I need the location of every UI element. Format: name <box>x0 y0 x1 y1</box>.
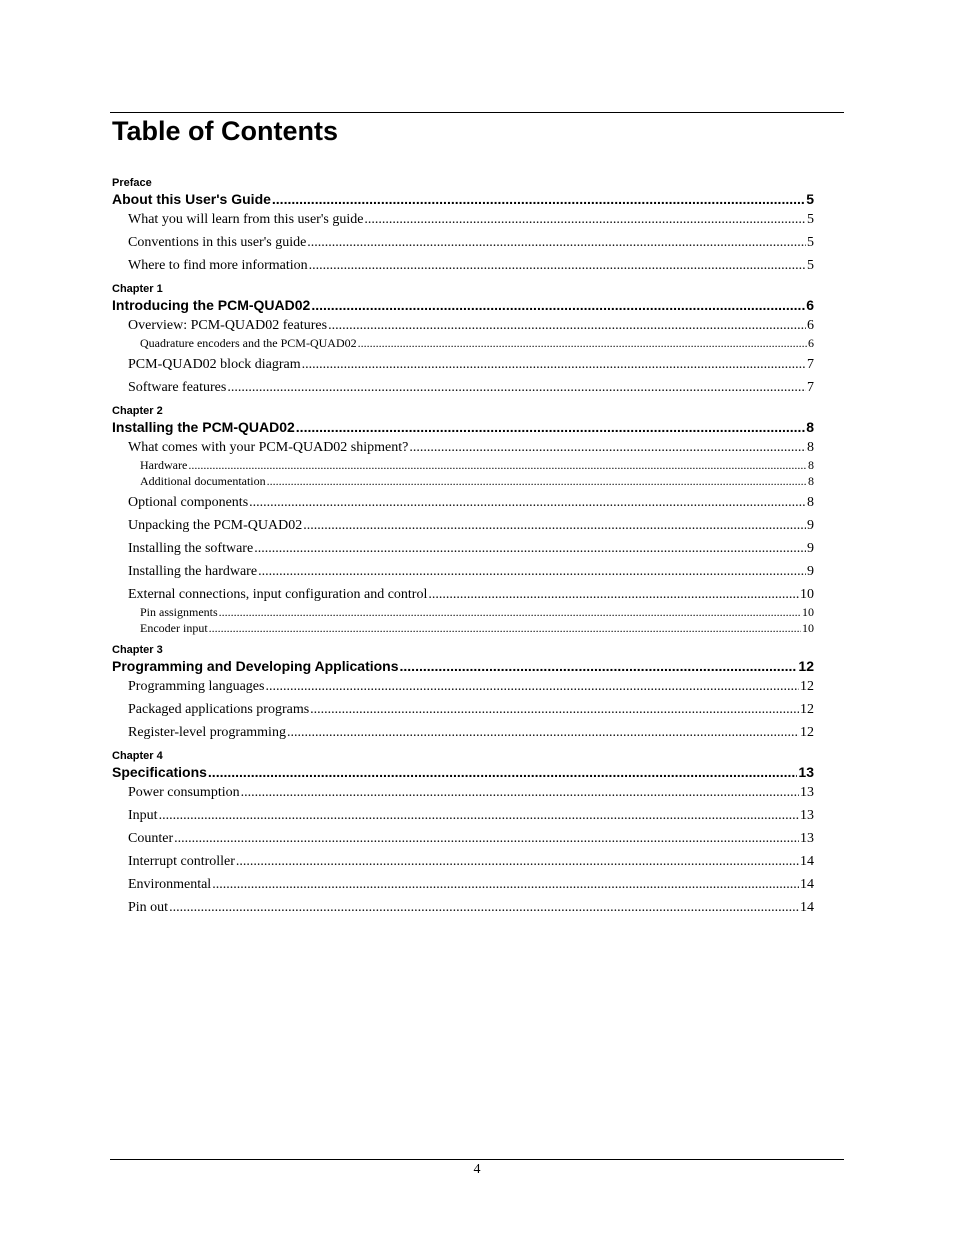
entry-page-number: 7 <box>807 357 814 372</box>
entry-title: Optional components <box>128 495 249 510</box>
entry-title: Input <box>128 808 158 823</box>
toc-section-entry[interactable] <box>112 876 814 894</box>
toc-subsection-entry[interactable] <box>112 336 814 351</box>
toc-chapter-heading[interactable] <box>112 763 814 781</box>
entry-title: Installing the software <box>128 541 254 556</box>
entry-page-number: 6 <box>807 318 814 333</box>
entry-page-number: 7 <box>807 380 814 395</box>
dot-leader <box>169 899 799 917</box>
toc-section-entry[interactable] <box>112 899 814 917</box>
top-rule <box>110 112 844 113</box>
entry-title: Hardware <box>140 458 188 472</box>
entry-page-number: 5 <box>807 212 814 227</box>
chapter-label: Chapter 2 <box>112 405 163 417</box>
dot-leader <box>309 257 806 275</box>
dot-leader <box>241 784 799 802</box>
entry-page-number: 12 <box>800 725 814 740</box>
entry-title: Additional documentation <box>140 474 266 488</box>
entry-page-number: 5 <box>807 258 814 273</box>
entry-page-number: 14 <box>800 877 814 892</box>
entry-title: Conventions in this user's guide <box>128 235 307 250</box>
entry-page-number: 10 <box>802 605 814 619</box>
entry-title: PCM-QUAD02 block diagram <box>128 357 301 372</box>
toc-section-entry[interactable] <box>112 540 814 558</box>
toc-section-entry[interactable] <box>112 356 814 374</box>
entry-title: Pin assignments <box>140 605 218 619</box>
entry-title: External connections, input configuration and control <box>128 587 428 602</box>
toc-section-entry[interactable] <box>112 234 814 252</box>
dot-leader <box>219 605 801 620</box>
toc-section-entry[interactable] <box>112 807 814 825</box>
dot-leader <box>409 439 806 457</box>
dot-leader <box>303 517 806 535</box>
entry-title: Where to find more information <box>128 258 308 273</box>
entry-page-number: 12 <box>800 702 814 717</box>
dot-leader <box>364 211 806 229</box>
dot-leader <box>188 458 807 473</box>
toc-subsection-entry[interactable] <box>112 605 814 620</box>
entry-title: Programming languages <box>128 679 265 694</box>
entry-title: Programming and Developing Applications <box>112 658 399 674</box>
toc-section-entry[interactable] <box>112 563 814 581</box>
dot-leader <box>258 563 806 581</box>
entry-title: Introducing the PCM-QUAD02 <box>112 297 311 313</box>
toc-section-entry[interactable] <box>112 853 814 871</box>
toc-section <box>112 749 814 917</box>
entry-page-number: 9 <box>807 518 814 533</box>
chapter-label: Chapter 4 <box>112 750 163 762</box>
toc-section-entry[interactable] <box>112 678 814 696</box>
entry-page-number: 8 <box>807 440 814 455</box>
dot-leader <box>358 336 807 351</box>
entry-title: Installing the hardware <box>128 564 258 579</box>
dot-leader <box>311 296 805 314</box>
entry-page-number: 13 <box>800 808 814 823</box>
entry-title: Specifications <box>112 764 207 780</box>
entry-title: Installing the PCM-QUAD02 <box>112 419 295 435</box>
page-number: 4 <box>473 1162 481 1177</box>
dot-leader <box>159 807 799 825</box>
toc-section-entry[interactable] <box>112 257 814 275</box>
entry-page-number: 5 <box>807 235 814 250</box>
dot-leader <box>265 678 799 696</box>
entry-title: Overview: PCM-QUAD02 features <box>128 318 328 333</box>
entry-title: Interrupt controller <box>128 854 235 869</box>
entry-page-number: 12 <box>798 658 814 674</box>
dot-leader <box>428 586 799 604</box>
entry-title: Environmental <box>128 877 212 892</box>
entry-page-number: 13 <box>800 785 814 800</box>
entry-title: Encoder input <box>140 621 208 635</box>
dot-leader <box>174 830 799 848</box>
dot-leader <box>267 474 807 489</box>
entry-page-number: 13 <box>798 764 814 780</box>
toc-chapter-heading[interactable] <box>112 418 814 436</box>
dot-leader <box>400 657 798 675</box>
toc-section-entry[interactable] <box>112 586 814 604</box>
dot-leader <box>236 853 799 871</box>
chapter-label: Chapter 1 <box>112 283 163 295</box>
toc-section-entry[interactable] <box>112 724 814 742</box>
entry-page-number: 10 <box>802 621 814 635</box>
toc-section-entry[interactable] <box>112 784 814 802</box>
toc-section-entry[interactable] <box>112 317 814 335</box>
chapter-label: Preface <box>112 177 152 189</box>
entry-page-number: 9 <box>807 541 814 556</box>
entry-page-number: 8 <box>808 474 814 488</box>
table-of-contents <box>112 176 814 924</box>
toc-subsection-entry[interactable] <box>112 474 814 489</box>
toc-chapter-heading[interactable] <box>112 296 814 314</box>
toc-section <box>112 643 814 742</box>
entry-title: Unpacking the PCM-QUAD02 <box>128 518 303 533</box>
entry-page-number: 8 <box>807 495 814 510</box>
dot-leader <box>287 724 799 742</box>
entry-title: Counter <box>128 831 174 846</box>
toc-section-entry[interactable] <box>112 494 814 512</box>
entry-title: Software features <box>128 380 227 395</box>
toc-section-entry[interactable] <box>112 379 814 397</box>
dot-leader <box>254 540 806 558</box>
entry-title: Register-level programming <box>128 725 286 740</box>
dot-leader <box>302 356 806 374</box>
entry-page-number: 12 <box>800 679 814 694</box>
entry-page-number: 14 <box>800 854 814 869</box>
toc-section <box>112 404 814 636</box>
entry-page-number: 6 <box>806 297 814 313</box>
toc-subsection-entry[interactable] <box>112 458 814 473</box>
entry-page-number: 13 <box>800 831 814 846</box>
entry-title: Quadrature encoders and the PCM-QUAD02 <box>140 336 357 350</box>
dot-leader <box>310 701 799 719</box>
toc-section <box>112 282 814 397</box>
entry-page-number: 9 <box>807 564 814 579</box>
dot-leader <box>209 621 801 636</box>
entry-title: Power consumption <box>128 785 240 800</box>
entry-page-number: 5 <box>806 191 814 207</box>
dot-leader <box>208 763 798 781</box>
toc-section-entry[interactable] <box>112 701 814 719</box>
toc-subsection-entry[interactable] <box>112 621 814 636</box>
entry-title: Pin out <box>128 900 169 915</box>
entry-page-number: 8 <box>806 419 814 435</box>
toc-section-entry[interactable] <box>112 439 814 457</box>
entry-title: What comes with your PCM-QUAD02 shipment? <box>128 440 409 455</box>
footer-rule <box>110 1159 844 1160</box>
dot-leader <box>212 876 799 894</box>
entry-page-number: 6 <box>808 336 814 350</box>
entry-title: Packaged applications programs <box>128 702 310 717</box>
dot-leader <box>272 190 805 208</box>
toc-section-entry[interactable] <box>112 211 814 229</box>
entry-page-number: 8 <box>808 458 814 472</box>
entry-page-number: 10 <box>800 587 814 602</box>
dot-leader <box>249 494 806 512</box>
dot-leader <box>296 418 805 436</box>
toc-section-entry[interactable] <box>112 830 814 848</box>
toc-chapter-heading[interactable] <box>112 190 814 208</box>
dot-leader <box>307 234 806 252</box>
toc-section-entry[interactable] <box>112 517 814 535</box>
entry-title: What you will learn from this user's guide <box>128 212 364 227</box>
entry-page-number: 14 <box>800 900 814 915</box>
page-title: Table of Contents <box>112 116 338 146</box>
toc-section <box>112 176 814 275</box>
dot-leader <box>227 379 806 397</box>
chapter-label: Chapter 3 <box>112 644 163 656</box>
toc-chapter-heading[interactable] <box>112 657 814 675</box>
entry-title: About this User's Guide <box>112 191 271 207</box>
dot-leader <box>328 317 806 335</box>
